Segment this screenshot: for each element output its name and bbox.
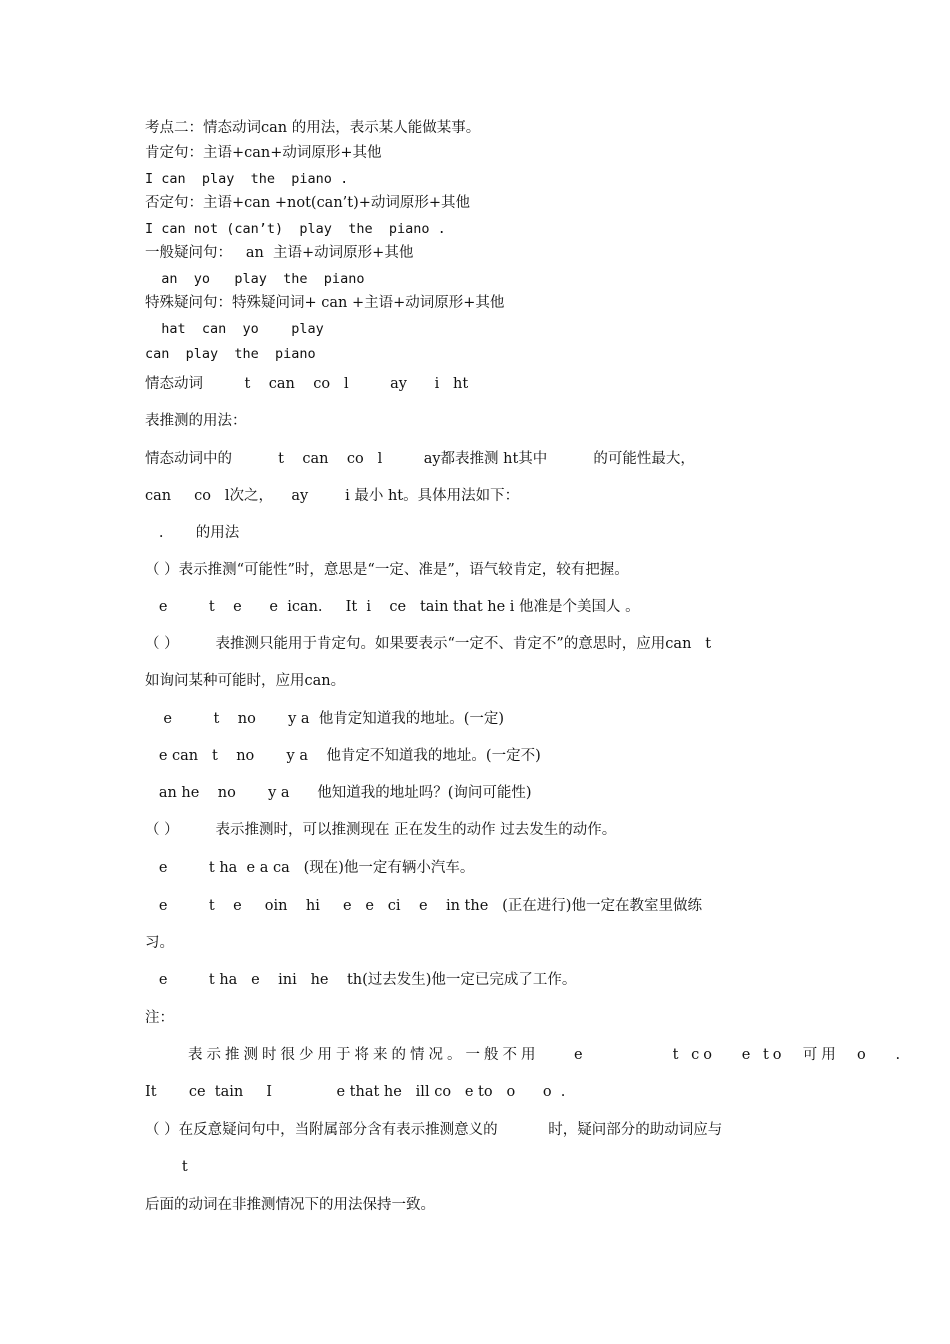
example-address-2: e can t no y a 他肯定不知道我的地址。(一定不) [145, 748, 541, 764]
example-classroom-continued: 习。 [145, 935, 174, 951]
example-american: e t e e ican. It i ce tain that he i 他准是个美国人 。 [145, 599, 640, 615]
special-question-example-1: hat can yo play [145, 321, 324, 337]
affirmative-example: I can play the piano . [145, 171, 349, 187]
inference-intro-2: can co l次之， ay i 最小 ht。具体用法如下： [145, 488, 520, 504]
inference-intro-1: 情态动词中的 t can co l ay都表推测 ht其中 的可能性最大， [145, 451, 695, 467]
note-future: 表示推测时很少用于将来的情况。一般不用 e t co e to 可用 o . [145, 1047, 905, 1063]
general-question-rule: 一般疑问句： an 主语+动词原形+其他 [145, 245, 414, 261]
example-car: e t ha e a ca (现在)他一定有辆小汽车。 [145, 860, 475, 876]
modal-verbs-list: 情态动词 t can co l ay i ht [145, 376, 469, 392]
general-question-example: an yo play the piano [145, 271, 365, 287]
rule-1: （ ）表示推测“可能性”时，意思是“一定、准是”，语气较肯定，较有把握。 [145, 562, 629, 578]
example-classroom: e t e oin hi e e ci e in the (正在进行)他一定在教室里做练 [145, 898, 702, 914]
example-address-3: an he no y a 他知道我的地址吗？(询问可能性) [145, 785, 532, 801]
negative-example: I can not (can’t) play the piano . [145, 221, 446, 237]
rule-tag-question-modal: t [145, 1159, 188, 1175]
example-finished-work: e t ha e ini he th(过去发生)他一定已完成了工作。 [145, 972, 577, 988]
heading-point-two: 考点二：情态动词can 的用法，表示某人能做某事。 [145, 120, 481, 136]
rule-2: （ ） 表推测只能用于肯定句。如果要表示“一定不、肯定不”的意思时，应用can t [145, 636, 712, 652]
special-question-example-2: can play the piano [145, 346, 316, 362]
section-heading-inference: 表推测的用法： [145, 413, 247, 429]
rule-2-continued: 如询问某种可能时，应用can。 [145, 673, 346, 689]
rule-tag-question-end: 后面的动词在非推测情况下的用法保持一致。 [145, 1197, 435, 1213]
rule-tag-question: （ ）在反意疑问句中，当附属部分含有表示推测意义的 时，疑问部分的助动词应与 [145, 1122, 723, 1138]
affirmative-rule: 肯定句：主语+can+动词原形+其他 [145, 145, 382, 161]
subsection-usage: . 的用法 [145, 525, 240, 541]
rule-3: （ ） 表示推测时，可以推测现在 正在发生的动作 过去发生的动作。 [145, 822, 617, 838]
special-question-rule: 特殊疑问句：特殊疑问词+ can +主语+动词原形+其他 [145, 295, 505, 311]
negative-rule: 否定句：主语+can +not(can’t)+动词原形+其他 [145, 195, 471, 211]
note-example: It ce tain I e that he ill co e to o o . [145, 1084, 566, 1100]
example-address-1: e t no y a 他肯定知道我的地址。(一定) [145, 711, 505, 727]
note-heading: 注： [145, 1010, 174, 1026]
